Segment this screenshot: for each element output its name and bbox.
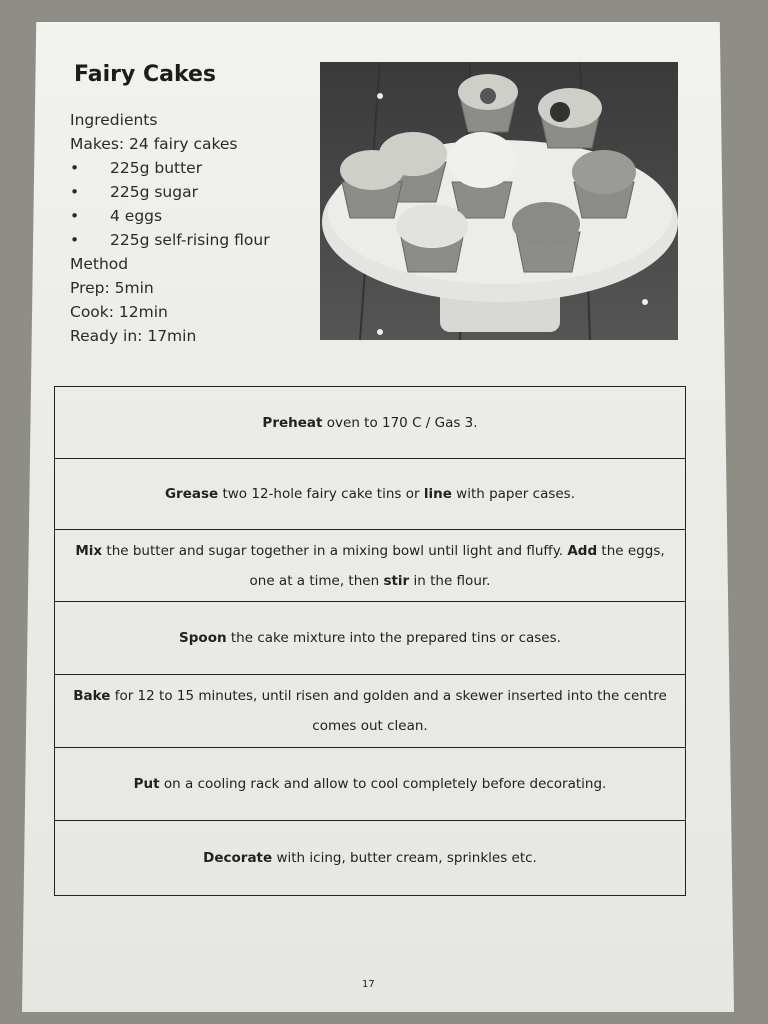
step-row bbox=[55, 748, 685, 821]
step-row bbox=[55, 602, 685, 675]
step-fragment: oven to 170 C / Gas 3. bbox=[322, 414, 478, 431]
step-fragment: the cake mixture into the prepared tins or cases. bbox=[226, 630, 561, 646]
step-row bbox=[55, 387, 685, 459]
step-row bbox=[55, 821, 685, 895]
method-steps-table bbox=[54, 386, 686, 896]
step-row bbox=[55, 530, 685, 602]
ready-time: Ready in: 17min bbox=[70, 327, 197, 345]
step-fragment: for 12 to 15 minutes, until risen and golden and a skewer inserted into the centre comes out clean. bbox=[110, 688, 667, 734]
step-keyword: line bbox=[423, 486, 452, 502]
step-text bbox=[61, 681, 679, 741]
ingredients-heading: Ingredients bbox=[70, 111, 158, 129]
step-row bbox=[55, 675, 685, 748]
step-text bbox=[262, 408, 477, 438]
step-fragment: two 12-hole fairy cake tins or bbox=[218, 486, 424, 502]
step-text bbox=[165, 479, 575, 509]
prep-time: Prep: 5min bbox=[70, 279, 154, 297]
ingredient-item: • 225g sugar bbox=[70, 183, 198, 201]
step-keyword: Bake bbox=[73, 688, 111, 704]
ingredients-block bbox=[70, 108, 270, 348]
cupcakes-photo bbox=[320, 62, 678, 340]
ingredient-text: 225g butter bbox=[110, 159, 203, 177]
page-number: 17 bbox=[362, 979, 375, 990]
step-keyword: Spoon bbox=[179, 630, 227, 646]
ingredient-item: • 4 eggs bbox=[70, 207, 163, 225]
step-keyword: Preheat bbox=[262, 414, 323, 431]
step-fragment: on a cooling rack and allow to cool completely before decorating. bbox=[159, 776, 607, 792]
step-keyword: stir bbox=[383, 572, 410, 589]
step-fragment: the eggs, one at a time, then bbox=[249, 542, 665, 589]
step-keyword: Add bbox=[567, 542, 598, 559]
step-row bbox=[55, 459, 685, 530]
step-text bbox=[134, 769, 607, 799]
step-keyword: Decorate bbox=[203, 850, 273, 866]
ingredient-item: • 225g self-rising flour bbox=[70, 231, 270, 249]
cupcakes-illustration bbox=[320, 62, 678, 340]
ingredient-item: • 225g butter bbox=[70, 159, 203, 177]
step-text bbox=[61, 536, 679, 596]
recipe-title: Fairy Cakes bbox=[74, 62, 217, 87]
ingredient-text: 225g sugar bbox=[110, 183, 198, 201]
method-heading: Method bbox=[70, 255, 129, 273]
step-fragment: in the flour. bbox=[409, 572, 491, 589]
step-text bbox=[179, 623, 561, 653]
step-keyword: Mix bbox=[75, 542, 103, 559]
cook-time: Cook: 12min bbox=[70, 303, 168, 321]
ingredient-text: 225g self-rising flour bbox=[110, 231, 270, 249]
step-keyword: Grease bbox=[164, 486, 219, 502]
step-keyword: Put bbox=[133, 776, 160, 792]
makes-text: Makes: 24 fairy cakes bbox=[70, 135, 238, 153]
step-fragment: with icing, butter cream, sprinkles etc. bbox=[272, 850, 537, 866]
step-text bbox=[203, 843, 537, 873]
step-fragment: the butter and sugar together in a mixing bowl until light and fluffy. bbox=[102, 542, 568, 559]
ingredient-text: 4 eggs bbox=[110, 207, 163, 225]
step-fragment: with paper cases. bbox=[451, 486, 576, 502]
